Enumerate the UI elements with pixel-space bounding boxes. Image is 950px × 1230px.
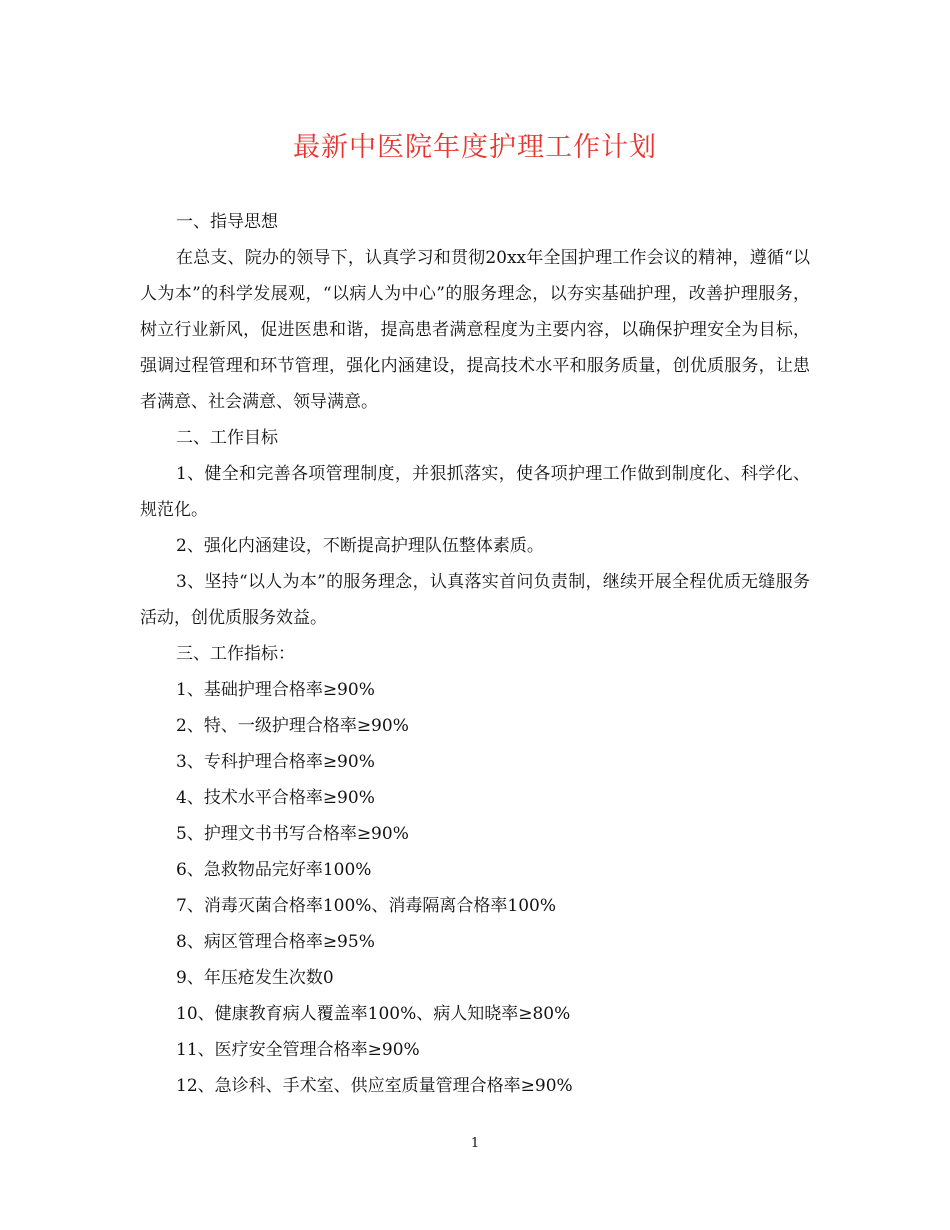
- paragraph: 三、工作指标：: [176, 644, 295, 664]
- paragraph: 2、强化内涵建设，不断提高护理队伍整体素质。: [176, 536, 544, 556]
- paragraph: 3、坚持“以人为本”的服务理念，认真落实首问负责制，继续开展全程优质无缝服务活动，创优质服务效益。: [140, 572, 810, 628]
- paragraph: 1、健全和完善各项管理制度，并狠抓落实，使各项护理工作做到制度化、科学化、规范化。: [140, 464, 810, 520]
- paragraph: 7、消毒灭菌合格率100%、消毒隔离合格率100%: [176, 896, 557, 916]
- paragraph: 5、护理文书书写合格率≥90%: [176, 824, 409, 844]
- paragraph: 11、医疗安全管理合格率≥90%: [176, 1040, 420, 1060]
- document-title: 最新中医院年度护理工作计划: [293, 132, 657, 163]
- paragraph: 4、技术水平合格率≥90%: [176, 788, 375, 808]
- paragraph: 在总支、院办的领导下，认真学习和贯彻20xx年全国护理工作会议的精神，遵循“以人为本”的科学发展观，“以病人为中心”的服务理念，以夯实基础护理，改善护理服务，树立行业新风，促进医患和谐，提高患者满意程度为主要内容，以确保护理安全为目标，强调过程管理和环节管理，强化内涵建设，提高技术水平和服务质量，创优质服务，让患者满意、社会满意、领导满意。: [140, 248, 810, 412]
- paragraph: 10、健康教育病人覆盖率100%、病人知晓率≥80%: [176, 1004, 571, 1024]
- paragraph: 二、工作目标: [176, 428, 278, 448]
- document-body: [140, 204, 810, 1104]
- paragraph: 12、急诊科、手术室、供应室质量管理合格率≥90%: [176, 1076, 573, 1096]
- paragraph: 9、年压疮发生次数0: [176, 968, 334, 988]
- paragraph: 6、急救物品完好率100%: [176, 860, 372, 880]
- paragraph: 2、特、一级护理合格率≥90%: [176, 716, 409, 736]
- paragraph: 1、基础护理合格率≥90%: [176, 680, 375, 700]
- page-number: 1: [470, 1136, 480, 1151]
- paragraph: 一、指导思想: [176, 212, 278, 232]
- paragraph: 3、专科护理合格率≥90%: [176, 752, 375, 772]
- paragraph: 8、病区管理合格率≥95%: [176, 932, 375, 952]
